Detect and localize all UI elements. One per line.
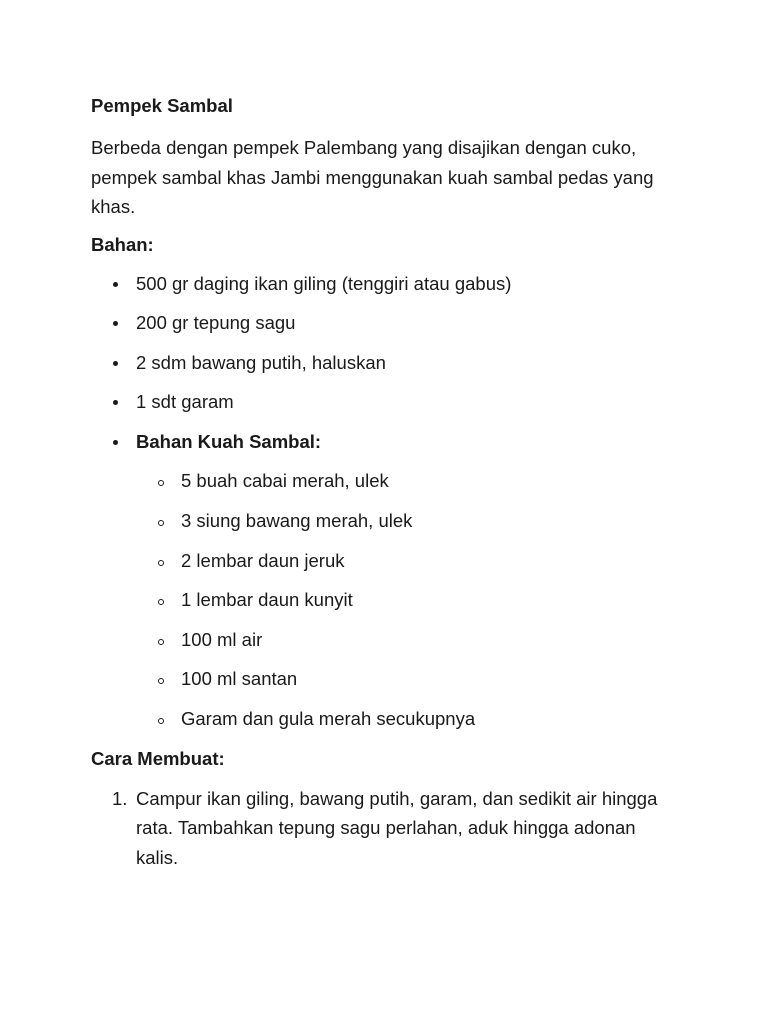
- sauce-ingredient-text: 100 ml santan: [181, 668, 298, 690]
- ingredient-text: 2 sdm bawang putih, haluskan: [136, 351, 386, 373]
- sauce-ingredient-text: 3 siung bawang merah, ulek: [181, 510, 413, 532]
- ingredient-item: [91, 351, 678, 375]
- ingredient-item: [91, 390, 678, 414]
- bullet-icon: [113, 361, 118, 366]
- ingredient-text: 1 sdt garam: [136, 391, 234, 413]
- circle-bullet-icon: [158, 599, 164, 605]
- circle-bullet-icon: [158, 480, 164, 486]
- sauce-ingredient-text: 100 ml air: [181, 628, 263, 650]
- ingredient-item: [91, 311, 678, 335]
- sauce-ingredient-item: [136, 588, 678, 612]
- sauce-ingredient-text: 1 lembar daun kunyit: [181, 589, 353, 611]
- circle-bullet-icon: [158, 639, 164, 645]
- ingredient-text: 200 gr tepung sagu: [136, 312, 296, 334]
- circle-bullet-icon: [158, 718, 164, 724]
- sauce-ingredient-text: 2 lembar daun jeruk: [181, 549, 345, 571]
- bullet-icon: [113, 282, 118, 287]
- bullet-icon: [113, 440, 118, 445]
- step-number: 1.: [112, 787, 128, 809]
- sauce-ingredients-group: [91, 430, 678, 731]
- sauce-ingredient-text: 5 buah cabai merah, ulek: [181, 470, 389, 492]
- recipe-title: Pempek Sambal: [91, 95, 233, 116]
- sauce-ingredient-item: [136, 509, 678, 533]
- bullet-icon: [113, 400, 118, 405]
- sauce-ingredient-item: [136, 469, 678, 493]
- ingredient-text: 500 gr daging ikan giling (tenggiri atau gabus): [136, 272, 512, 294]
- ingredient-item: [91, 272, 678, 296]
- circle-bullet-icon: [158, 560, 164, 566]
- sauce-ingredient-item: [136, 628, 678, 652]
- sauce-ingredients-list: [136, 469, 678, 731]
- step-item: [91, 784, 678, 873]
- bullet-icon: [113, 321, 118, 326]
- ingredients-list: [91, 272, 678, 732]
- step-text: Campur ikan giling, bawang putih, garam, dan sedikit air hingga rata. Tambahkan tepung sagu perlahan, aduk hingga adonan kalis.: [136, 787, 658, 868]
- ingredients-heading: Bahan:: [91, 233, 154, 255]
- circle-bullet-icon: [158, 520, 164, 526]
- sauce-ingredients-label: Bahan Kuah Sambal:: [136, 430, 322, 452]
- steps-heading: Cara Membuat:: [91, 747, 225, 769]
- circle-bullet-icon: [158, 678, 164, 684]
- steps-list: [91, 784, 678, 873]
- sauce-ingredient-item: [136, 549, 678, 573]
- sauce-ingredient-item: [136, 667, 678, 691]
- sauce-ingredient-item: [136, 707, 678, 731]
- sauce-ingredient-text: Garam dan gula merah secukupnya: [181, 708, 476, 730]
- recipe-intro: Berbeda dengan pempek Palembang yang disajikan dengan cuko, pempek sambal khas Jambi menggunakan kuah sambal pedas yang khas.: [91, 137, 654, 217]
